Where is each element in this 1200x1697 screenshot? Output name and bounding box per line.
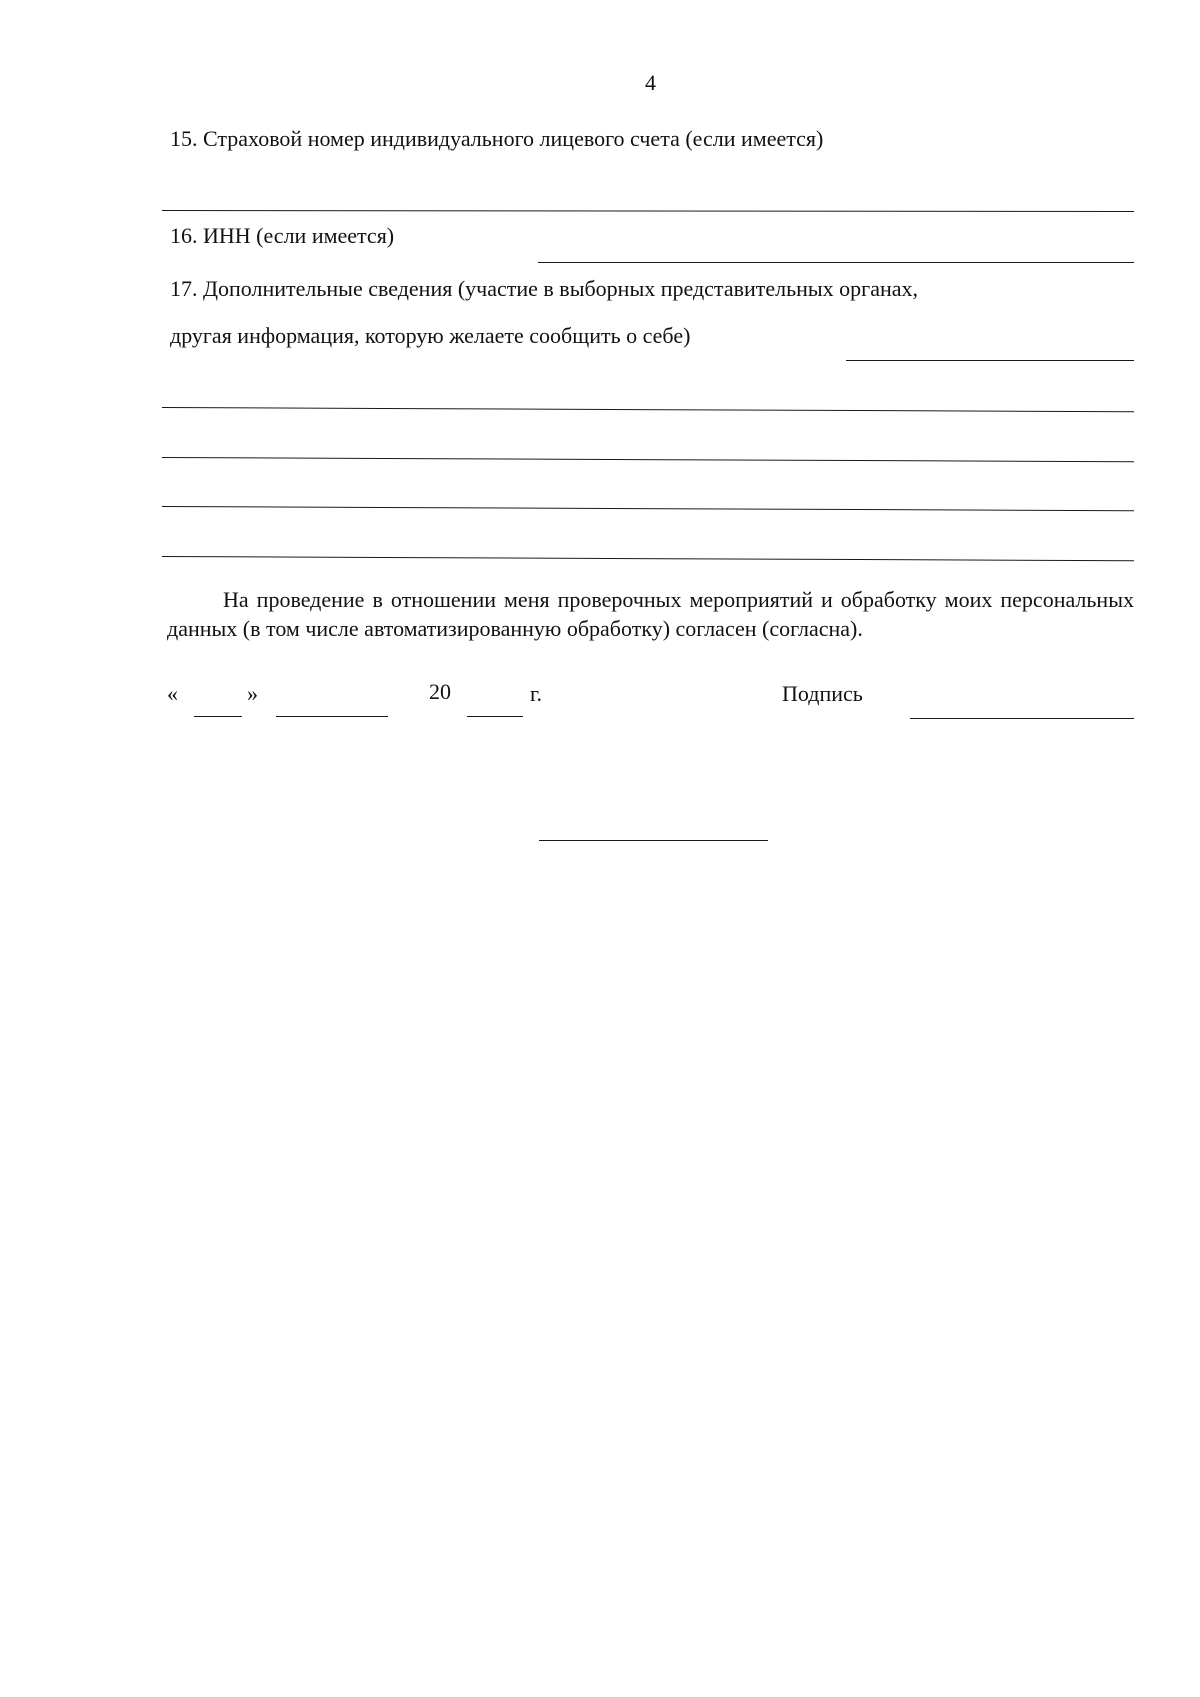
item17-answer-line-4[interactable] [162, 506, 1134, 511]
item15-label: 15. Страховой номер индивидуального лицевого счета (если имеется) [170, 126, 824, 151]
item17-label-line1: 17. Дополнительные сведения (участие в выборных представительных органах, [170, 276, 919, 301]
date-year-line[interactable] [467, 716, 523, 717]
page-number: 4 [645, 70, 656, 95]
date-day-line[interactable] [194, 716, 242, 717]
item16-label: 16. ИНН (если имеется) [170, 223, 395, 248]
consent-paragraph: На проведение в отношении меня проверочных мероприятий и обработку моих персональных данных (в том числе автоматизированную обработку) согласен (согласна). [167, 587, 1134, 641]
date-year-prefix: 20 [429, 679, 451, 704]
item17-answer-line-2[interactable] [162, 407, 1134, 412]
signature-label: Подпись [782, 681, 863, 706]
item17-answer-line-3[interactable] [162, 457, 1134, 462]
date-month-line[interactable] [276, 716, 388, 717]
item16-answer-line[interactable] [538, 262, 1134, 263]
item17-answer-line-1[interactable] [846, 360, 1134, 361]
date-year-suffix: г. [530, 681, 543, 706]
end-separator-line [539, 840, 768, 841]
date-open-quote: « [167, 681, 178, 706]
item17-label-line2: другая информация, которую желаете сообщить о себе) [170, 323, 691, 348]
signature-line[interactable] [910, 718, 1134, 719]
item17-answer-line-5[interactable] [162, 556, 1134, 561]
item15-answer-line[interactable] [162, 210, 1134, 212]
date-close-quote: » [247, 681, 258, 706]
